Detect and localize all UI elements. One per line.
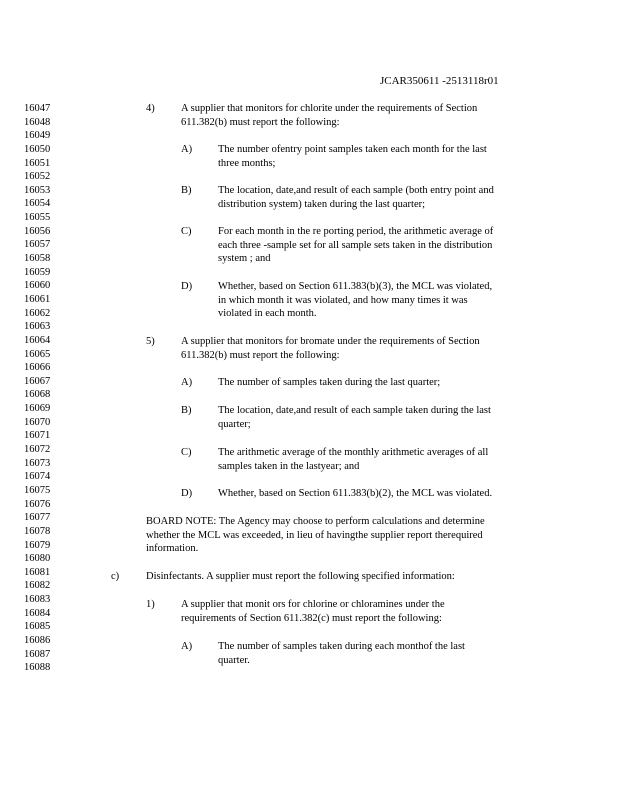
item-5B-line-2: quarter; (218, 418, 251, 430)
line-number: 16059 (24, 266, 51, 278)
line-number: 16058 (24, 253, 51, 265)
line-number: 16076 (24, 498, 51, 510)
item-4C-line-2: each three -sample set for all sample sets taken in the distribution (218, 239, 493, 251)
item-4B-line-1: The location, date,and result of each sample (both entry point and (218, 185, 494, 196)
item-4D-line-3: violated in each month. (218, 308, 317, 320)
section-c-line-1: Disinfectants. A supplier must report the following specified information: (146, 571, 455, 582)
document-header: JCAR350611 -2513118r01 (380, 75, 499, 87)
item-5D-label: D) (181, 488, 193, 499)
line-number: 16079 (24, 539, 51, 551)
item-c1-label: 1) (146, 599, 155, 610)
line-number: 16065 (24, 348, 51, 360)
line-number: 16047 (24, 103, 51, 114)
item-c1A-line-1: The number of samples taken during each monthof the last (218, 641, 465, 652)
line-number: 16067 (24, 375, 51, 387)
item-5-label: 5) (146, 336, 155, 347)
board-note-line-3: information. (146, 543, 199, 555)
line-number: 16053 (24, 184, 51, 196)
line-number: 16087 (24, 648, 51, 660)
line-number: 16070 (24, 416, 51, 428)
line-number: 16049 (24, 130, 51, 142)
item-5-line-2: 611.382(b) must report the following: (181, 349, 340, 361)
line-number: 16078 (24, 525, 51, 537)
line-number: 16082 (24, 580, 51, 592)
item-4C-label: C) (181, 226, 192, 237)
line-number: 16072 (24, 444, 51, 456)
line-number: 16084 (24, 607, 51, 619)
item-4D-label: D) (181, 281, 193, 292)
item-4A-label: A) (181, 144, 193, 155)
line-number: 16061 (24, 293, 51, 305)
item-4C-line-3: system ; and (218, 253, 271, 265)
item-4B-label: B) (181, 185, 192, 196)
section-c-label: c) (111, 571, 120, 582)
line-number: 16068 (24, 389, 51, 401)
item-4C-line-1: For each month in the re porting period, the arithmetic average of (218, 226, 494, 237)
item-5D-line-1: Whether, based on Section 611.383(b)(2), the MCL was violated. (218, 488, 493, 499)
item-4B-line-2: distribution system) taken during the last quarter; (218, 198, 426, 210)
line-number: 16062 (24, 307, 51, 319)
line-number: 16054 (24, 198, 51, 210)
line-number: 16069 (24, 403, 51, 415)
line-number: 16074 (24, 471, 51, 483)
line-number: 16055 (24, 212, 51, 224)
line-number: 16071 (24, 430, 51, 442)
line-number: 16052 (24, 171, 51, 183)
item-4A-line-1: The number ofentry point samples taken each month for the last (218, 144, 487, 155)
line-number-column (24, 102, 50, 675)
line-number: 16085 (24, 621, 51, 633)
line-number: 16080 (24, 553, 51, 565)
line-number: 16060 (24, 280, 51, 292)
line-number: 16064 (24, 334, 51, 346)
line-number: 16051 (24, 157, 51, 169)
item-4-line-2: 611.382(b) must report the following: (181, 116, 340, 128)
item-5C-line-2: samples taken in the lastyear; and (218, 460, 360, 472)
item-5B-line-1: The location, date,and result of each sample taken during the last (218, 405, 491, 416)
item-4-label: 4) (146, 103, 155, 114)
item-c1A-label: A) (181, 641, 193, 652)
line-number: 16066 (24, 362, 51, 374)
item-5C-label: C) (181, 447, 192, 458)
line-number: 16083 (24, 594, 51, 606)
line-number: 16057 (24, 239, 51, 251)
item-4-line-1: A supplier that monitors for chlorite under the requirements of Section (181, 103, 478, 114)
board-note-line-2: whether the MCL was exceeded, in lieu of havingthe supplier report therequired (146, 529, 483, 541)
item-4D-line-2: in which month it was violated, and how many times it was (218, 294, 468, 306)
line-number: 16081 (24, 566, 51, 578)
line-number: 16073 (24, 457, 51, 469)
item-5-line-1: A supplier that monitors for bromate under the requirements of Section (181, 336, 480, 347)
item-4D-line-1: Whether, based on Section 611.383(b)(3), the MCL was violated, (218, 281, 493, 292)
item-c1A-line-2: quarter. (218, 654, 250, 666)
line-number: 16077 (24, 512, 51, 524)
item-5A-line-1: The number of samples taken during the last quarter; (218, 377, 441, 388)
line-number: 16048 (24, 116, 51, 128)
item-5A-label: A) (181, 377, 193, 388)
item-c1-line-1: A supplier that monit ors for chlorine or chloramines under the (181, 599, 445, 610)
item-4A-line-2: three months; (218, 157, 276, 169)
board-note-line-1: BOARD NOTE: The Agency may choose to perform calculations and determine (146, 516, 485, 527)
item-5C-line-1: The arithmetic average of the monthly arithmetic averages of all (218, 447, 489, 458)
item-c1-line-2: requirements of Section 611.382(c) must report the following: (181, 612, 442, 624)
item-5B-label: B) (181, 405, 192, 416)
line-number: 16086 (24, 634, 51, 646)
line-number: 16088 (24, 662, 51, 674)
line-number: 16056 (24, 225, 51, 237)
line-number: 16075 (24, 484, 51, 496)
line-number: 16063 (24, 321, 51, 333)
line-number: 16050 (24, 143, 51, 155)
